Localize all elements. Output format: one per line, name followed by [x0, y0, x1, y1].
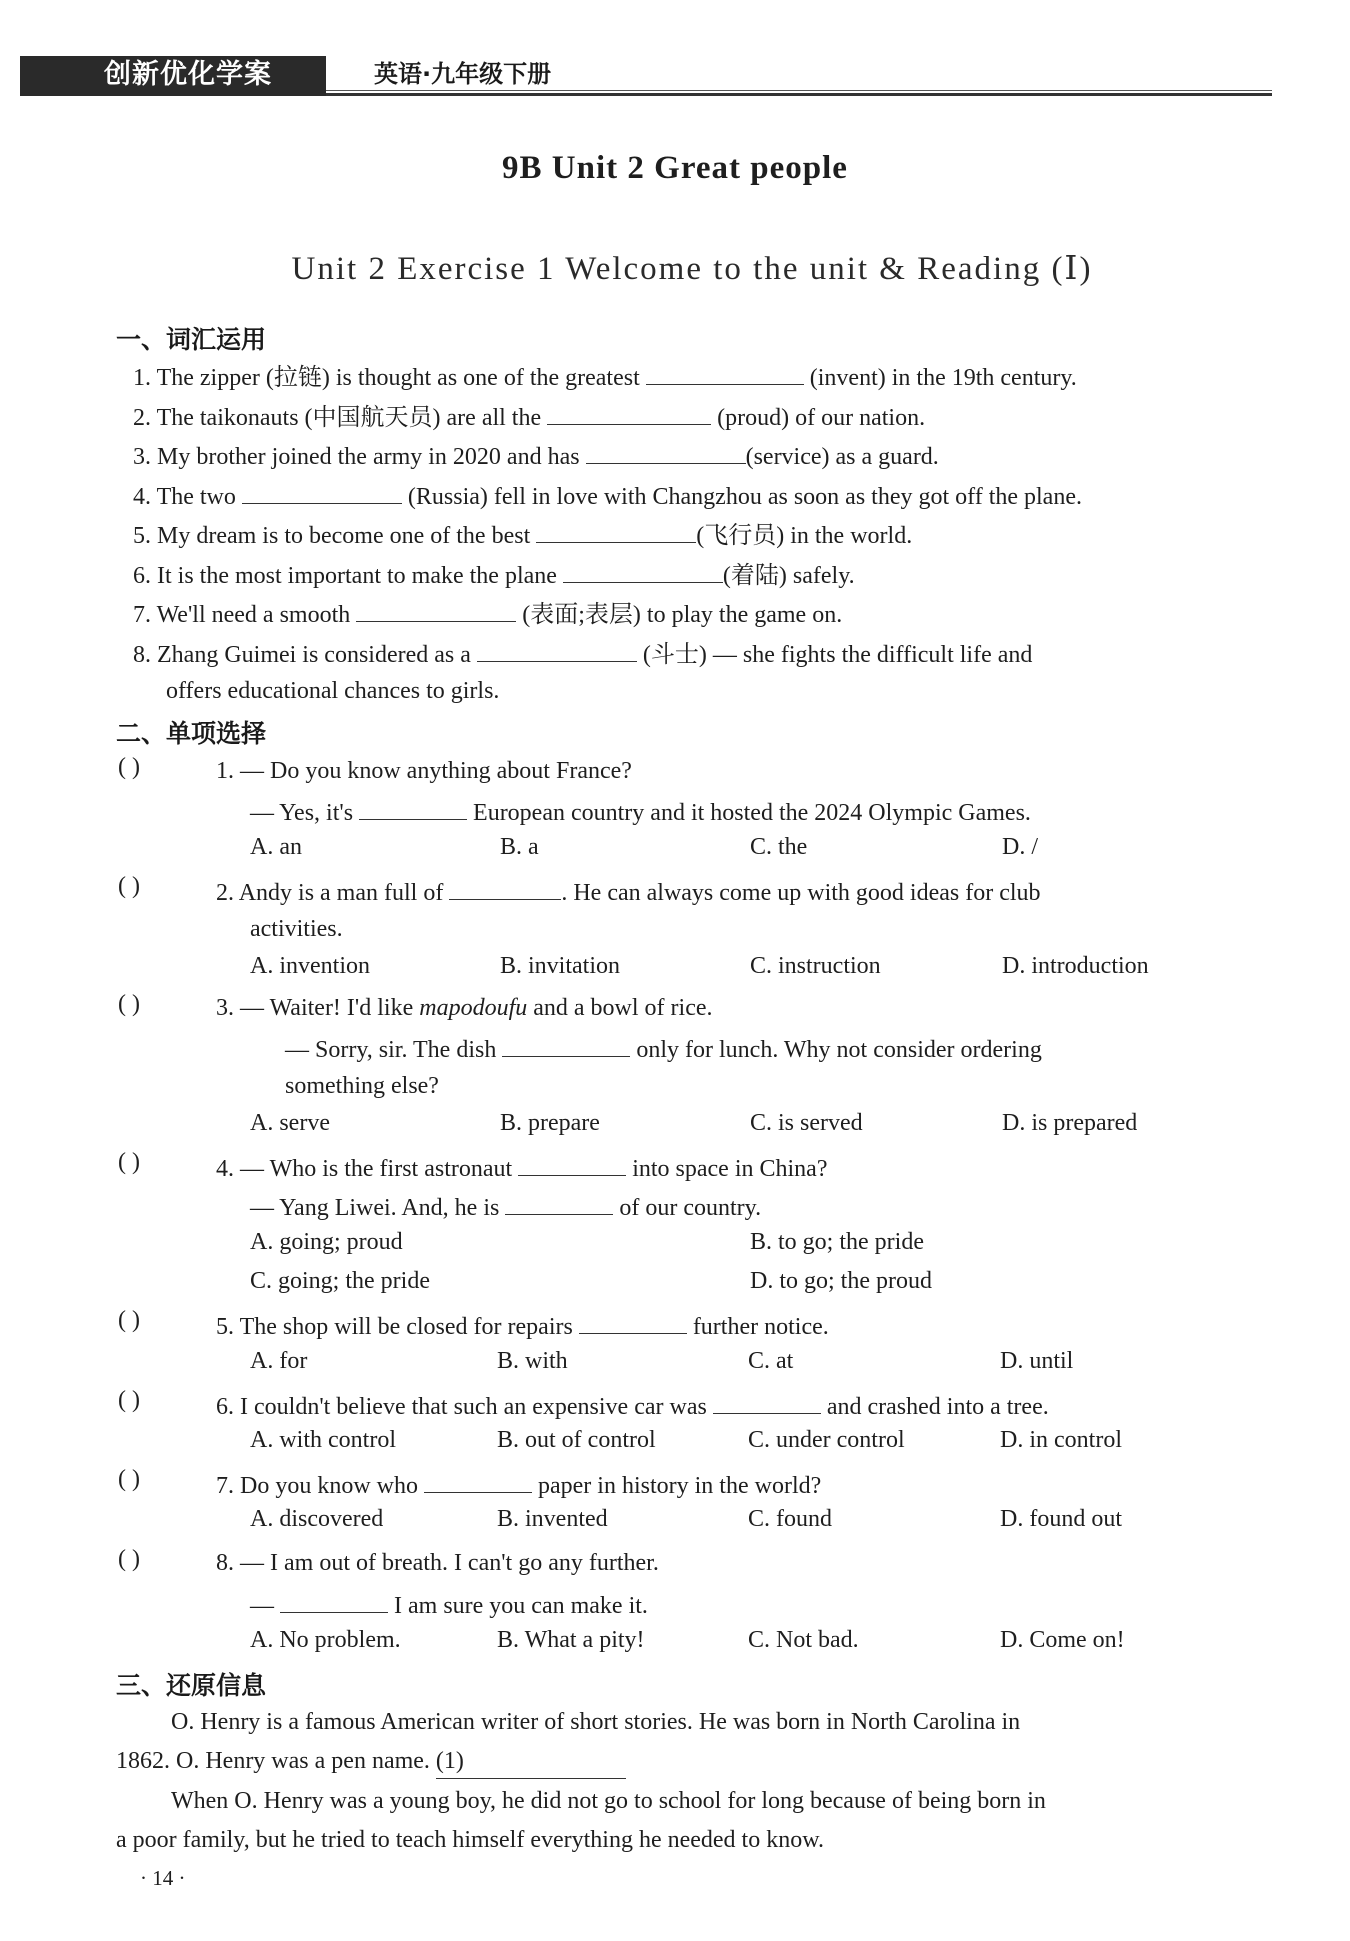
- passage-line-3: When O. Henry was a young boy, he did not go to school for long because of being born in: [171, 1788, 1046, 1814]
- option-a[interactable]: A. discovered: [250, 1506, 384, 1532]
- option-d[interactable]: D. /: [1002, 834, 1038, 860]
- section3-heading: 三、还原信息: [116, 1671, 267, 1700]
- answer-paren[interactable]: ( ): [118, 873, 140, 899]
- answer-blank[interactable]: [579, 1307, 687, 1334]
- answer-blank[interactable]: [280, 1586, 388, 1613]
- answer-blank[interactable]: [646, 358, 804, 385]
- section2-heading: 二、单项选择: [116, 719, 267, 748]
- header-rule: [326, 90, 1272, 91]
- vocab-item-4: 4. The two (Russia) fell in love with Changzhou as soon as they got off the plane.: [133, 477, 1082, 514]
- answer-blank-1[interactable]: (1): [436, 1744, 626, 1779]
- answer-paren[interactable]: ( ): [118, 1307, 140, 1333]
- mc-question-3-cont: something else?: [285, 1073, 439, 1099]
- mc-question-1-reply: — Yes, it's European country and it hosted the 2024 Olympic Games.: [250, 793, 1031, 830]
- vocab-item-6: 6. It is the most important to make the plane (着陆) safely.: [133, 556, 855, 593]
- option-d[interactable]: D. until: [1000, 1348, 1074, 1374]
- option-a[interactable]: A. an: [250, 834, 302, 860]
- answer-blank[interactable]: [536, 516, 696, 543]
- vocab-item-5: 5. My dream is to become one of the best (飞行员) in the world.: [133, 516, 912, 553]
- answer-blank[interactable]: [359, 793, 467, 820]
- option-d[interactable]: D. to go; the proud: [750, 1268, 932, 1294]
- answer-blank[interactable]: [518, 1149, 626, 1176]
- page-title: 9B Unit 2 Great people: [502, 150, 848, 186]
- answer-blank[interactable]: [449, 873, 561, 900]
- mc-question-3: 3. — Waiter! I'd like mapodoufu and a bowl of rice.: [216, 995, 713, 1021]
- mc-question-8-reply: — I am sure you can make it.: [250, 1586, 648, 1623]
- answer-paren[interactable]: ( ): [118, 754, 140, 780]
- option-a[interactable]: A. for: [250, 1348, 308, 1374]
- answer-paren[interactable]: ( ): [118, 991, 140, 1017]
- answer-paren[interactable]: ( ): [118, 1466, 140, 1492]
- vocab-item-2: 2. The taikonauts (中国航天员) are all the (proud) of our nation.: [133, 398, 925, 435]
- mc-question-4-reply: — Yang Liwei. And, he is of our country.: [250, 1188, 761, 1225]
- subject-label: 英语·九年级下册: [374, 60, 552, 88]
- vocab-item-7: 7. We'll need a smooth (表面;表层) to play the game on.: [133, 595, 842, 632]
- answer-blank[interactable]: [424, 1466, 532, 1493]
- vocab-item-3: 3. My brother joined the army in 2020 and has (service) as a guard.: [133, 437, 939, 474]
- mc-question-2: 2. Andy is a man full of . He can always come up with good ideas for club: [216, 873, 1041, 910]
- answer-blank[interactable]: [547, 398, 711, 425]
- page-number: · 14 ·: [140, 1866, 186, 1890]
- mc-question-6: 6. I couldn't believe that such an expensive car was and crashed into a tree.: [216, 1387, 1049, 1424]
- answer-blank[interactable]: [242, 477, 402, 504]
- answer-blank[interactable]: [563, 556, 723, 583]
- option-b[interactable]: B. invented: [497, 1506, 608, 1532]
- option-b[interactable]: B. to go; the pride: [750, 1229, 924, 1255]
- option-a[interactable]: A. with control: [250, 1427, 396, 1453]
- brand-logo: 创新优化学案: [104, 59, 272, 90]
- answer-blank[interactable]: [586, 437, 746, 464]
- vocab-item-8: 8. Zhang Guimei is considered as a (斗士) — she fights the difficult life and: [133, 635, 1032, 672]
- answer-blank[interactable]: [505, 1188, 613, 1215]
- passage-line-1: O. Henry is a famous American writer of short stories. He was born in North Carolina in: [171, 1709, 1021, 1735]
- option-b[interactable]: B. invitation: [500, 953, 620, 979]
- option-c[interactable]: C. is served: [750, 1110, 863, 1136]
- mc-question-5: 5. The shop will be closed for repairs further notice.: [216, 1307, 829, 1344]
- option-c[interactable]: C. Not bad.: [748, 1627, 859, 1653]
- answer-paren[interactable]: ( ): [118, 1387, 140, 1413]
- option-b[interactable]: B. What a pity!: [497, 1627, 645, 1653]
- answer-blank[interactable]: [356, 595, 516, 622]
- option-b[interactable]: B. out of control: [497, 1427, 656, 1453]
- option-c[interactable]: C. instruction: [750, 953, 881, 979]
- option-a[interactable]: A. No problem.: [250, 1627, 401, 1653]
- mc-question-1: 1. — Do you know anything about France?: [216, 758, 632, 784]
- answer-blank[interactable]: [713, 1387, 821, 1414]
- mc-question-2-cont: activities.: [250, 916, 343, 942]
- option-c[interactable]: C. going; the pride: [250, 1268, 430, 1294]
- answer-blank[interactable]: [477, 635, 637, 662]
- option-b[interactable]: B. with: [497, 1348, 568, 1374]
- option-c[interactable]: C. the: [750, 834, 808, 860]
- passage-line-4: a poor family, but he tried to teach himself everything he needed to know.: [116, 1827, 824, 1853]
- mc-question-3-reply: — Sorry, sir. The dish only for lunch. Why not consider ordering: [285, 1030, 1042, 1067]
- page-subtitle: Unit 2 Exercise 1 Welcome to the unit & Reading (Ⅰ): [291, 251, 1093, 287]
- answer-blank[interactable]: [502, 1030, 630, 1057]
- mc-question-7: 7. Do you know who paper in history in the world?: [216, 1466, 821, 1503]
- option-c[interactable]: C. found: [748, 1506, 832, 1532]
- option-c[interactable]: C. under control: [748, 1427, 905, 1453]
- mc-question-8: 8. — I am out of breath. I can't go any further.: [216, 1550, 659, 1576]
- option-b[interactable]: B. prepare: [500, 1110, 600, 1136]
- option-b[interactable]: B. a: [500, 834, 539, 860]
- option-d[interactable]: D. Come on!: [1000, 1627, 1125, 1653]
- option-d[interactable]: D. introduction: [1002, 953, 1149, 979]
- option-a[interactable]: A. going; proud: [250, 1229, 403, 1255]
- section1-heading: 一、词汇运用: [116, 325, 267, 354]
- vocab-item-8-cont: offers educational chances to girls.: [166, 678, 500, 704]
- passage-line-2: 1862. O. Henry was a pen name. (1): [116, 1744, 626, 1779]
- option-a[interactable]: A. serve: [250, 1110, 330, 1136]
- answer-paren[interactable]: ( ): [118, 1546, 140, 1572]
- vocab-item-1: 1. The zipper (拉链) is thought as one of the greatest (invent) in the 19th century.: [133, 358, 1077, 395]
- answer-paren[interactable]: ( ): [118, 1149, 140, 1175]
- option-a[interactable]: A. invention: [250, 953, 370, 979]
- option-d[interactable]: D. in control: [1000, 1427, 1122, 1453]
- option-d[interactable]: D. found out: [1000, 1506, 1122, 1532]
- option-c[interactable]: C. at: [748, 1348, 794, 1374]
- option-d[interactable]: D. is prepared: [1002, 1110, 1138, 1136]
- header-rule-thick: [326, 93, 1272, 96]
- mc-question-4: 4. — Who is the first astronaut into space in China?: [216, 1149, 827, 1186]
